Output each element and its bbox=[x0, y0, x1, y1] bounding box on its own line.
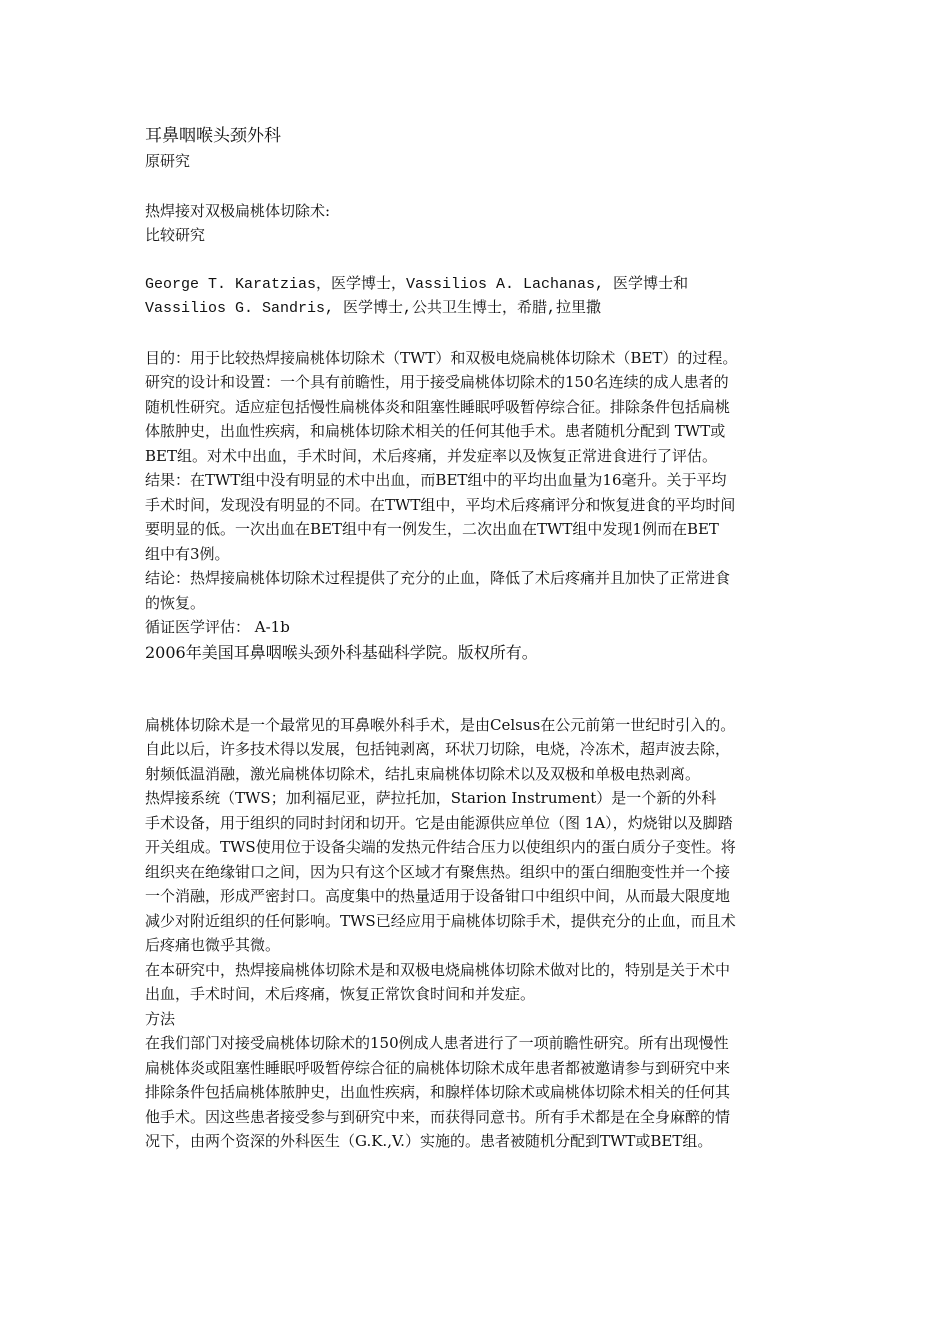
body-line: 扁桃体炎或阻塞性睡眠呼吸暂停综合征的扁桃体切除术成年患者都被邀请参与到研究中来 bbox=[145, 1058, 731, 1077]
body-line: 组织夹在绝缘钳口之间，因为只有这个区域才有聚焦热。组织中的蛋白细胞变性并一个接 bbox=[145, 862, 731, 881]
body-line: 一个消融，形成严密封口。高度集中的热量适用于设备钳口中组织中间，从而最大限度地 bbox=[145, 887, 731, 905]
abstract-line: 的恢复。 bbox=[145, 593, 206, 612]
body-line: 自此以后，许多技术得以发展，包括钝剥离，环状刀切除，电烧，冷冻术，超声波去除， bbox=[145, 740, 731, 758]
copyright-notice: 2006年美国耳鼻咽喉头颈外科基础科学院。版权所有。 bbox=[145, 642, 538, 662]
body-line: 后疼痛也微乎其微。 bbox=[145, 936, 281, 954]
journal-name: 耳鼻咽喉头颈外科 bbox=[145, 126, 281, 146]
abstract-line: 要明显的低。一次出血在BET组中有一例发生，二次出血在TWT组中发现1例而在BET bbox=[145, 520, 719, 538]
body-line: 开关组成。TWS使用位于设备尖端的发热元件结合压力以使组织内的蛋白质分子变性。将 bbox=[145, 838, 736, 856]
abstract-line: 手术时间，发现没有明显的不同。在TWT组中，平均术后疼痛评分和恢复进食的平均时间 bbox=[145, 495, 736, 514]
article-title-line-1: 热焊接对双极扁桃体切除术: bbox=[145, 201, 331, 220]
abstract bbox=[145, 346, 825, 665]
body-text bbox=[145, 713, 825, 1154]
authors-line-2: Vassilios G. Sandris, 医学博士,公共卫生博士，希腊,拉里撒 bbox=[145, 299, 602, 317]
abstract-line: 目的：用于比较热焊接扁桃体切除术（TWT）和双极电烧扁桃体切除术（BET）的过程。 bbox=[145, 348, 738, 367]
body-line: 况下，由两个资深的外科医生（G.K.,V.）实施的。患者被随机分配到TWT或BET组。 bbox=[145, 1132, 713, 1150]
article-title-line-2: 比较研究 bbox=[145, 226, 206, 244]
body-line: 在本研究中，热焊接扁桃体切除术是和双极电烧扁桃体切除术做对比的，特别是关于术中 bbox=[145, 960, 731, 979]
abstract-line: 结果：在TWT组中没有明显的术中出血，而BET组中的平均出血量为16毫升。关于平均 bbox=[145, 471, 727, 489]
abstract-line: 研究的设计和设置：一个具有前瞻性，用于接受扁桃体切除术的150名连续的成人患者的 bbox=[145, 373, 729, 391]
methods-heading: 方法 bbox=[145, 1009, 176, 1028]
body-line: 热焊接系统（TWS；加利福尼亚，萨拉托加，Starion Instrument）是一个新的外科 bbox=[145, 789, 717, 807]
body-line: 在我们部门对接受扁桃体切除术的150例成人患者进行了一项前瞻性研究。所有出现慢性 bbox=[145, 1034, 729, 1052]
body-line: 减少对附近组织的任何影响。TWS已经应用于扁桃体切除手术，提供充分的止血，而且术 bbox=[145, 911, 736, 930]
body-line: 扁桃体切除术是一个最常见的耳鼻喉外科手术，是由Celsus在公元前第一世纪时引入的。 bbox=[145, 715, 736, 734]
body-line: 排除条件包括扁桃体脓肿史，出血性疾病，和腺样体切除术或扁桃体切除术相关的任何其 bbox=[145, 1083, 731, 1101]
abstract-line: 结论：热焊接扁桃体切除术过程提供了充分的止血，降低了术后疼痛并且加快了正常进食 bbox=[145, 569, 731, 587]
body-line: 手术设备，用于组织的同时封闭和切开。它是由能源供应单位（图 1A），灼烧钳以及脚踏 bbox=[145, 813, 733, 832]
document-page bbox=[145, 124, 825, 1154]
abstract-line: 体脓肿史，出血性疾病，和扁桃体切除术相关的任何其他手术。患者随机分配到 TWT或 bbox=[145, 422, 726, 440]
abstract-line: 循证医学评估： A-1b bbox=[145, 618, 290, 636]
abstract-line: BET组。对术中出血，手术时间，术后疼痛，并发症率以及恢复正常进食进行了评估。 bbox=[145, 446, 717, 465]
body-line: 射频低温消融，激光扁桃体切除术，结扎束扁桃体切除术以及双极和单极电热剥离。 bbox=[145, 764, 701, 783]
body-line: 出血，手术时间，术后疼痛，恢复正常饮食时间和并发症。 bbox=[145, 985, 536, 1003]
body-line: 他手术。因这些患者接受参与到研究中来，而获得同意书。所有手术都是在全身麻醉的情 bbox=[145, 1107, 731, 1126]
abstract-line: 组中有3例。 bbox=[145, 544, 230, 563]
section-label: 原研究 bbox=[145, 152, 191, 170]
abstract-line: 随机性研究。适应症包括慢性扁桃体炎和阻塞性睡眠呼吸暂停综合征。排除条件包括扁桃 bbox=[145, 397, 731, 416]
authors-line-1: George T. Karatzias，医学博士，Vassilios A. Lachanas, 医学博士和 bbox=[145, 275, 689, 293]
